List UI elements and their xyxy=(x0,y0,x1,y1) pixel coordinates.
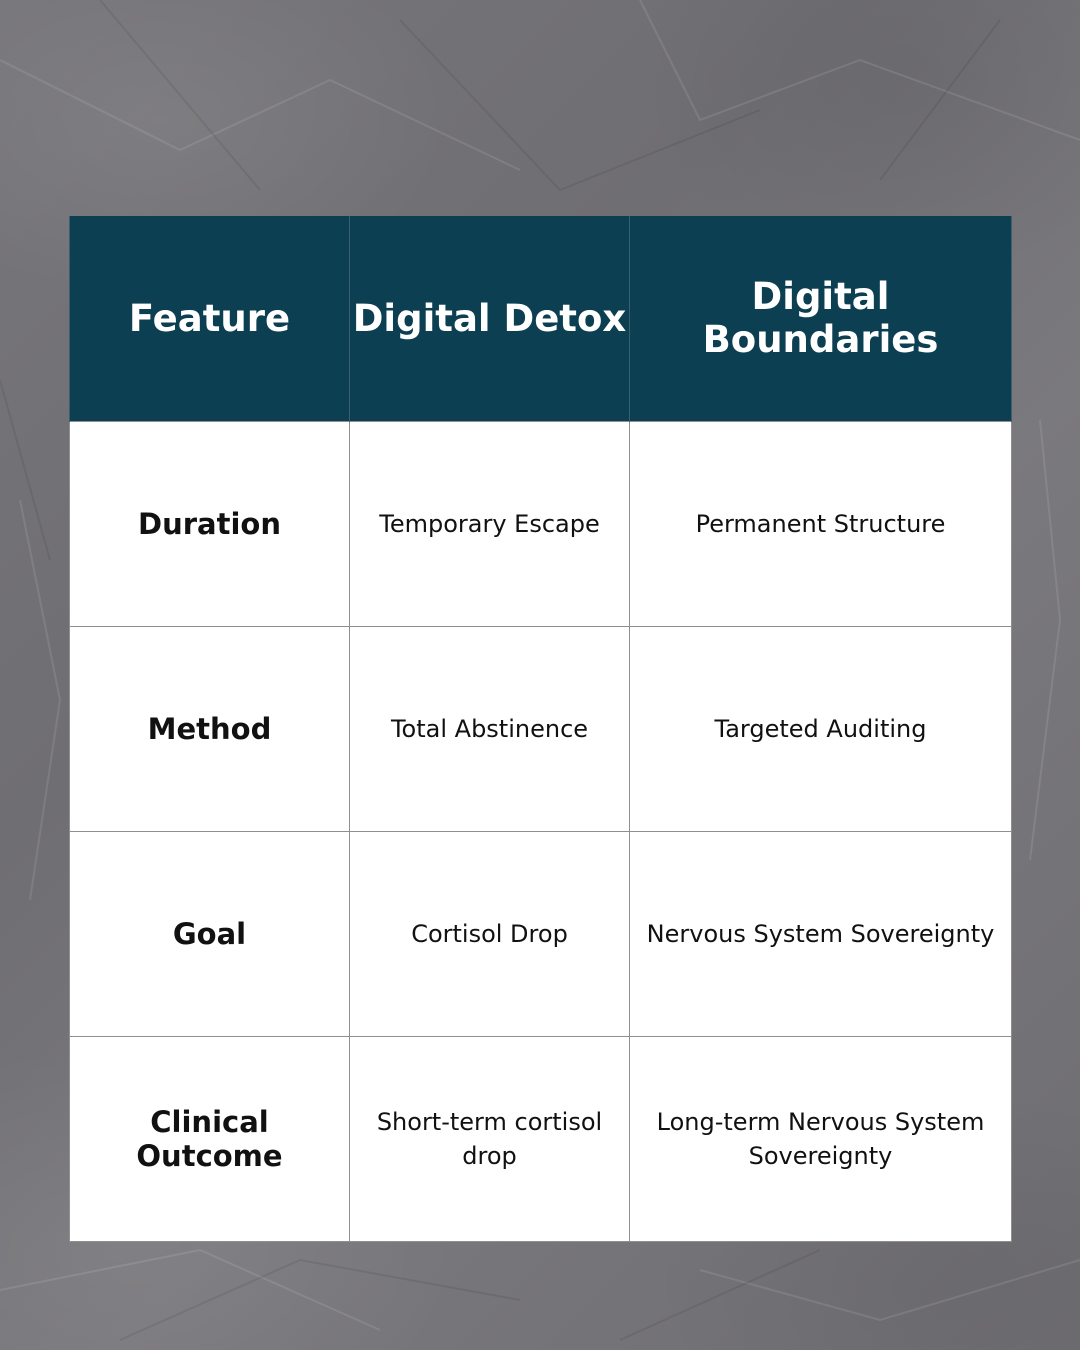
comparison-table-container xyxy=(69,216,1011,1241)
header-digital-detox: Digital Detox xyxy=(350,216,630,421)
cell-detox-goal: Cortisol Drop xyxy=(350,831,630,1036)
row-label-goal: Goal xyxy=(70,831,350,1036)
cell-boundaries-clinical-outcome: Long-term Nervous System Sovereignty xyxy=(630,1036,1012,1241)
cell-detox-clinical-outcome: Short-term cortisol drop xyxy=(350,1036,630,1241)
row-label-clinical-outcome: Clinical Outcome xyxy=(70,1036,350,1241)
cell-detox-duration: Temporary Escape xyxy=(350,421,630,626)
cell-boundaries-duration: Permanent Structure xyxy=(630,421,1012,626)
table-header-row xyxy=(70,216,1012,421)
table-row xyxy=(70,626,1012,831)
header-digital-boundaries: Digital Boundaries xyxy=(630,216,1012,421)
cell-detox-method: Total Abstinence xyxy=(350,626,630,831)
cell-boundaries-method: Targeted Auditing xyxy=(630,626,1012,831)
cell-boundaries-goal: Nervous System Sovereignty xyxy=(630,831,1012,1036)
row-label-method: Method xyxy=(70,626,350,831)
table-row xyxy=(70,1036,1012,1241)
row-label-duration: Duration xyxy=(70,421,350,626)
table-row xyxy=(70,421,1012,626)
table-row xyxy=(70,831,1012,1036)
header-feature: Feature xyxy=(70,216,350,421)
comparison-table xyxy=(69,216,1012,1242)
